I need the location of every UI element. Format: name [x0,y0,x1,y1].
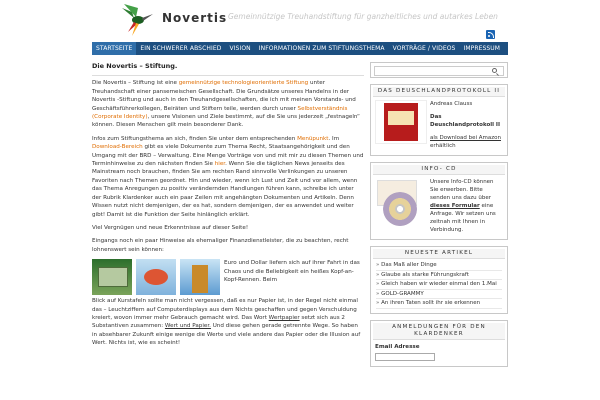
news-list [373,259,505,311]
nav-item-startseite[interactable]: STARTSEITE [92,42,136,55]
underlined-wert-und-papier: Wert und Papier. [164,323,211,330]
text: eine Anfrage. Wir setzen uns zeitnah mit Ihnen in Verbindung. [430,203,496,233]
sidebar [370,62,508,400]
rss-icon[interactable] [486,30,495,39]
link-hier[interactable]: hier [214,161,226,168]
main-content [92,62,364,400]
text: Infos zum Stiftungsthema an sich, finden Sie unter dem entsprechenden [92,135,298,142]
text: Die Novertis – Stiftung ist eine [92,80,179,87]
site-tagline: Gemeinnützige Treuhandstiftung für ganzheitliches und autarkes Leben [228,12,498,21]
hint-paragraph: Eingangs noch ein paar Hinweise als ehemaliger Finanzdienstleister, die zu beachten, recht lohnenswert sein können: [92,238,349,253]
crowd-image[interactable] [136,259,176,295]
cd-widget-heading: INFO- CD [373,165,505,175]
text: setzt sich aus 2 Substantiven zusammen: [92,314,345,330]
news-widget [370,246,508,314]
news-item[interactable]: » Das Maß aller Dinge [376,261,502,271]
hummingbird-logo-icon[interactable] [118,2,154,38]
book-cover-image[interactable] [375,100,427,144]
info-cd-image[interactable] [375,178,427,226]
main-navigation [92,42,508,55]
link-selbstverstaendnis[interactable]: Selbstverständnis (Corporate Identity) [92,105,348,121]
info-paragraph [92,135,364,219]
nav-item-impressum[interactable]: IMPRESSUM [463,45,501,52]
email-label: Email Adresse [375,343,420,350]
text: gibt es viele Dokumente zum Thema Recht, Staatsangehörigkeit und den Umgang mit der BRD – Verwaltung. Eine Menge Vorträge von und mit mir zu diesen Themen und Terminhinweise zu den nächsten finden Sie [92,144,364,168]
nav-item-informationen[interactable]: INFORMATIONEN ZUM STIFTUNGSTHEMA [258,45,385,52]
news-item[interactable]: » Gleich haben wir wieder einmal den 1.Mai [376,280,502,290]
news-item[interactable]: » Glaube als starke Führungskraft [376,271,502,281]
intro-paragraph [92,79,364,129]
cd-form-link[interactable]: dieses Formular [430,203,480,209]
dollar-image[interactable] [92,259,132,295]
text: Und diese gehen gerade getrennte Wege. So haben in absehbarer Zukunft einige wenige die Werte und viele andere das Papier oder die Illusion auf Wert. Nichts ist, wie es scheint! [92,323,361,347]
news-item[interactable]: » GOLD-GRAMMY [376,290,502,300]
image-row [92,259,364,295]
cd-widget [370,162,508,240]
link-menuepunkt[interactable]: Menüpunkt [297,135,329,142]
book-widget [370,84,508,156]
search-widget [370,62,508,78]
search-icon[interactable] [492,68,497,73]
news-widget-heading: NEUESTE ARTIKEL [373,249,505,259]
text: . Wenn Sie die täglichen News jenseits des Mainstream noch brauchen, finden Sie am rechten Rand sinnvolle Verlinkungen zu unseren Favoriten nach Themen geordnet. Hin und wieder, wenn ich Lust und Zeit und vor allem, wenn das Thema Anregungen zu positiv verändernden Handlungen führen kann, schreibe ich unter der Rubrik Klardenker auch ein paar Zeilen mit angehängten Dokumenten und Artikeln. Denn Wissen nutzt nicht demjenigen, der es hat, sondern demjenigen, der es anwendet und weiter gibt! Damit ist die Funktion der Seite hinlänglich erklärt. [92,161,358,218]
email-field[interactable] [375,353,435,361]
book-suffix: erhältlich [430,143,456,149]
newsletter-widget-heading: ANMELDUNGEN FÜR DEN KLARDENKER [373,323,505,340]
link-gemeinnuetzige-stiftung[interactable]: gemeinnützige technologieorientierte Stiftung [178,80,309,87]
text: . Im [328,135,340,142]
image-caption: Euro und Dollar liefern sich auf ihrer Fahrt in das Chaos und die Beliebigkeit ein heißes Kopf-an-Kopf-Rennen. Beim [224,260,360,283]
page-title: Die Novertis – Stiftung. [92,62,364,76]
book-author: Andreas Clauss [430,101,473,107]
wertpapier-paragraph [92,297,364,347]
greeting-paragraph: Viel Vergnügen und neue Erkenntnisse auf dieser Seite! [92,224,249,231]
search-input[interactable] [374,66,504,76]
nav-item-abschied[interactable]: EIN SCHWERER ABSCHIED [140,45,222,52]
text: unter Treuhandschaft einer pansemeischen Gesellschaft. Die Grundsätze unseres Handelns in der Novertis -Stiftung und auch in den Treuhandgesellschaften, die ich mit meinen Vorstands- und Geschäftsführerkollegen, Beiräten und Stiftern teile, werden durch unser [92,80,356,112]
text: , unsere Visionen und Ziele bestimmt, auf die Sie uns jederzeit „festnageln“ können. Diesen Menschen gilt mein besonderer Dank. [92,114,360,129]
site-header [0,0,600,42]
newsletter-widget [370,320,508,368]
underlined-wertpapier: Wertpapier [268,314,300,321]
site-title[interactable]: Novertis [162,11,228,25]
text: Unsere Info-CD können Sie erwerben. Bitte senden uns dazu über [430,179,494,201]
text: Blick auf Kurstafeln sollte man nicht vergessen, daß es nur Papier ist, in der Regel nicht einmal das – Leuchtziffern auf Computerdisplays aus dem Nichts geschaffen und gegen Verschuldung kreiert, wovon immer mehr Gebrauch gemacht wird. Das Wort [92,298,358,321]
link-download-bereich[interactable]: Download-Bereich [92,144,143,151]
nav-item-vision[interactable]: VISION [229,45,251,52]
news-item[interactable]: » An ihren Taten sollt ihr sie erkennen [376,299,502,309]
amazon-download-link[interactable]: als Download bei Amazon [430,135,501,141]
nav-item-vortraege[interactable]: VORTRÄGE / VIDEOS [392,45,456,52]
book-widget-heading: DAS DEUSCHLANDPROTOKOLL II [373,87,505,97]
book-title: Das Deuschlandprotokoll II [430,114,501,128]
tower-image[interactable] [180,259,220,295]
